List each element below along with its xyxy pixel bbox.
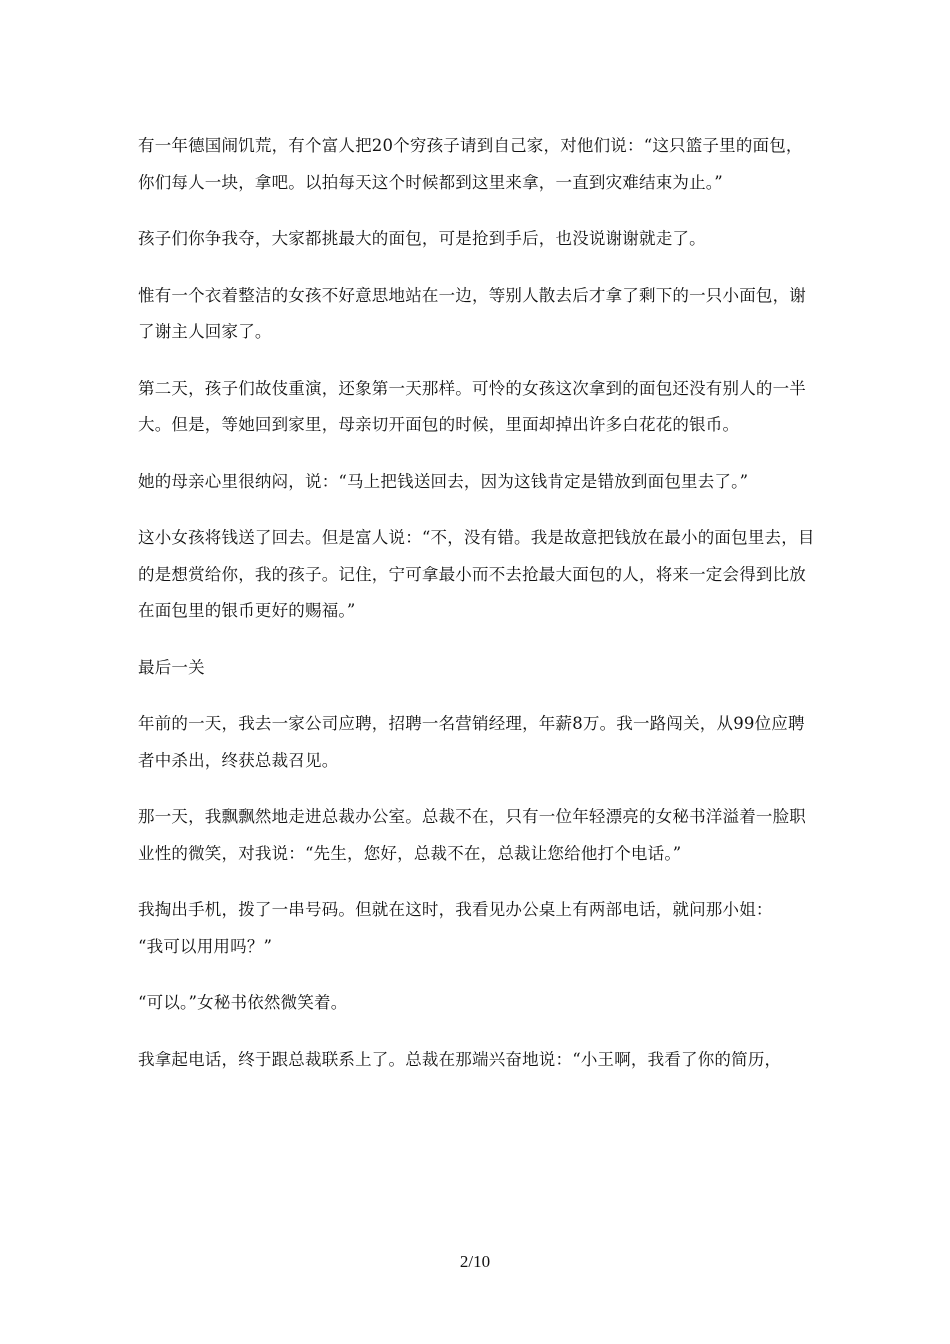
section-heading: 最后一关 — [138, 657, 205, 677]
paragraph: 孩子们你争我夺，大家都挑最大的面包，可是抢到手后，也没说谢谢就走了。 — [138, 229, 706, 248]
document-body — [138, 128, 818, 1078]
paragraph: 惟有一个衣着整洁的女孩不好意思地站在一边，等别人散去后才拿了剩下的一只小面包，谢了谢主人回家了。 — [138, 285, 806, 341]
paragraph: 第二天，孩子们故伎重演，还象第一天那样。可怜的女孩这次拿到的面包还没有别人的一半大。但是，等她回到家里，母亲切开面包的时候，里面却掉出许多白花花的银币。 — [138, 378, 806, 434]
paragraph: 年前的一天，我去一家公司应聘，招聘一名营销经理，年薪8万。我一路闯关，从99位应聘者中杀出，终获总裁召见。 — [138, 714, 805, 770]
dialogue-line: “可以。”女秘书依然微笑着。 — [138, 993, 348, 1012]
paragraph: 有一年德国闹饥荒，有个富人把20个穷孩子请到自己家，对他们说：“这只篮子里的面包，你们每人一块，拿吧。以拍每天这个时候都到这里来拿，一直到灾难结束为止。” — [138, 136, 803, 192]
page-number: 2/10 — [459, 1252, 491, 1271]
paragraph: 那一天，我飘飘然地走进总裁办公室。总裁不在，只有一位年轻漂亮的女秘书洋溢着一脸职业性的微笑，对我说：“先生，您好，总裁不在，总裁让您给他打个电话。” — [138, 807, 806, 863]
dialogue-line: “我可以用用吗？” — [138, 936, 273, 956]
paragraph: 她的母亲心里很纳闷，说：“马上把钱送回去，因为这钱肯定是错放到面包里去了。” — [138, 471, 749, 491]
paragraph: 我掏出手机，拨了一串号码。但就在这时，我看见办公桌上有两部电话，就问那小姐： — [138, 900, 773, 919]
paragraph: 我拿起电话，终于跟总裁联系上了。总裁在那端兴奋地说：“小王啊，我看了你的简历， — [138, 1049, 782, 1069]
paragraph: 这小女孩将钱送了回去。但是富人说：“不，没有错。我是故意把钱放在最小的面包里去，目的是想赏给你，我的孩子。记住，宁可拿最小而不去抢最大面包的人，将来一定会得到比放在面包里的银币更好的赐福。” — [138, 528, 815, 620]
